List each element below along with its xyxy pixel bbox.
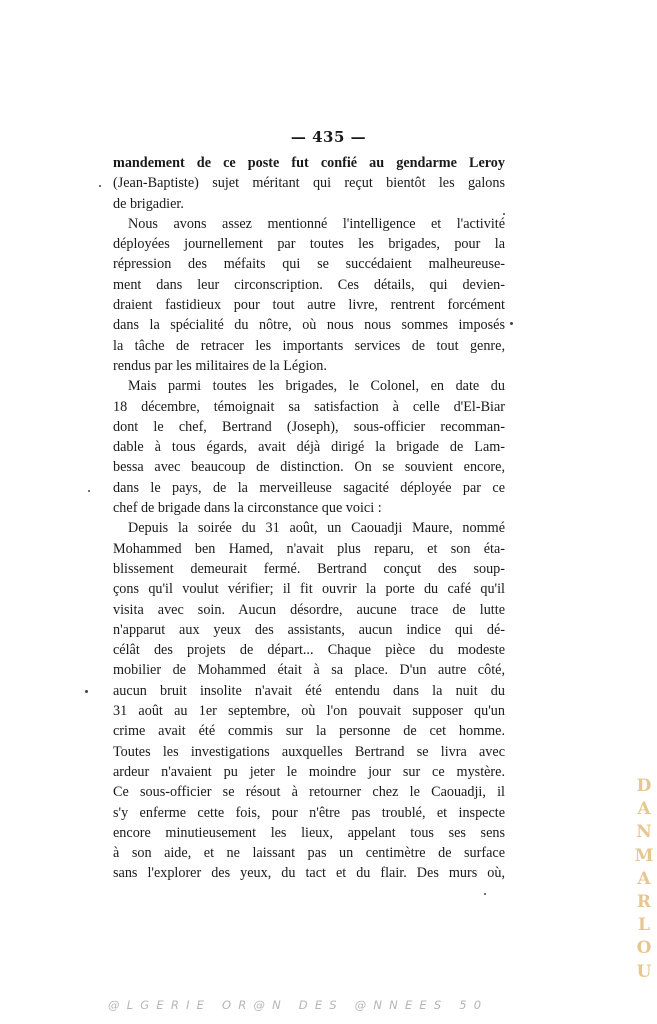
text-line: mandement de ce poste fut confié au gendarme Leroy xyxy=(113,155,505,171)
text-line: 31 août au 1er septembre, où l'on pouvait supposer qu'un xyxy=(113,703,505,720)
text-line: Ce sous-officier se résout à retourner chez le Caouadji, il xyxy=(113,784,505,801)
text-line: ment dans leur circonscription. Ces détails, qui devien- xyxy=(113,276,505,293)
page-number: — 435 — xyxy=(290,128,367,146)
text-line: Depuis la soirée du 31 août, un Caouadji Maure, nommé xyxy=(128,520,505,537)
text-line: la tâche de retracer les importants services de tout genre, xyxy=(113,337,505,354)
body-text xyxy=(113,153,505,884)
text-line: n'apparut aux yeux des assistants, aucun indice qui dé- xyxy=(113,621,505,638)
text-line: (Jean-Baptiste) sujet méritant qui reçut bientôt les galons xyxy=(113,175,505,192)
text-line: dable à tous égards, avait déjà dirigé la brigade de Lam- xyxy=(113,439,505,456)
text-line: mobilier de Mohammed était à sa place. D'un autre côté, xyxy=(113,662,505,679)
text-line: rendus par les militaires de la Légion. xyxy=(113,357,327,374)
text-line: de brigadier. xyxy=(113,195,184,212)
text-line: çons qu'il voulut vérifier; il fit ouvrir la porte du café qu'il xyxy=(113,581,505,598)
text-line: ardeur n'avaient pu jeter le moindre jour sur ce mystère. xyxy=(113,763,505,780)
print-speck xyxy=(503,213,505,215)
text-line: sans l'explorer des yeux, du tact et du flair. Des murs où, xyxy=(113,865,505,882)
print-speck xyxy=(99,185,101,187)
text-line: déployées journellement par toutes les brigades, pour la xyxy=(113,236,505,253)
text-line: répression des méfaits qui se succédaient malheureuse- xyxy=(113,256,505,273)
text-line: à son aide, et ne laissant pas un centimètre de surface xyxy=(113,845,505,862)
text-line: visita avec soin. Aucun désordre, aucune trace de lutte xyxy=(113,601,505,618)
text-line: Mohammed ben Hamed, n'avait plus reparu, et son éta- xyxy=(113,540,505,557)
text-line: célât des projets de départ... Chaque pièce du modeste xyxy=(113,642,505,659)
print-speck xyxy=(510,322,513,325)
text-line: draient fastidieux pour tout autre livre, rentrent forcément xyxy=(113,297,505,314)
text-line: dans la spécialité du nôtre, où nous nous sommes imposés xyxy=(113,317,505,334)
text-line: aucun bruit insolite n'avait été entendu dans la nuit du xyxy=(113,682,505,699)
text-line: 18 décembre, témoignait sa satisfaction à celle d'El-Biar xyxy=(113,398,505,415)
text-line: chef de brigade dans la circonstance que voici : xyxy=(113,500,382,517)
vertical-watermark: D A N M A R L O U xyxy=(634,776,654,982)
text-line: bessa avec beaucoup de distinction. On se souvient encore, xyxy=(113,459,505,476)
text-line: blissement demeurait fermé. Bertrand conçut des soup- xyxy=(113,560,505,577)
text-line: dont le chef, Bertrand (Joseph), sous-officier recomman- xyxy=(113,418,505,435)
text-line: encore minutieusement les lieux, appelant tous ses sens xyxy=(113,824,505,841)
text-line: Nous avons assez mentionné l'intelligence et l'activité xyxy=(128,215,505,232)
print-speck xyxy=(484,893,486,895)
text-line: s'y enferme cette fois, pour n'être pas troublé, et inspecte xyxy=(113,804,505,821)
text-line: crime avait été commis sur la personne de cet homme. xyxy=(113,723,505,740)
text-line: Mais parmi toutes les brigades, le Colonel, en date du xyxy=(128,378,505,395)
print-speck xyxy=(88,490,90,492)
footer-credit: @LGERIE OR@N DES @NNEES 50 xyxy=(108,998,489,1012)
print-speck xyxy=(85,690,88,693)
text-line: Toutes les investigations auxquelles Bertrand se livra avec xyxy=(113,743,505,760)
text-line: dans le pays, de la merveilleuse sagacité déployée par ce xyxy=(113,479,505,496)
